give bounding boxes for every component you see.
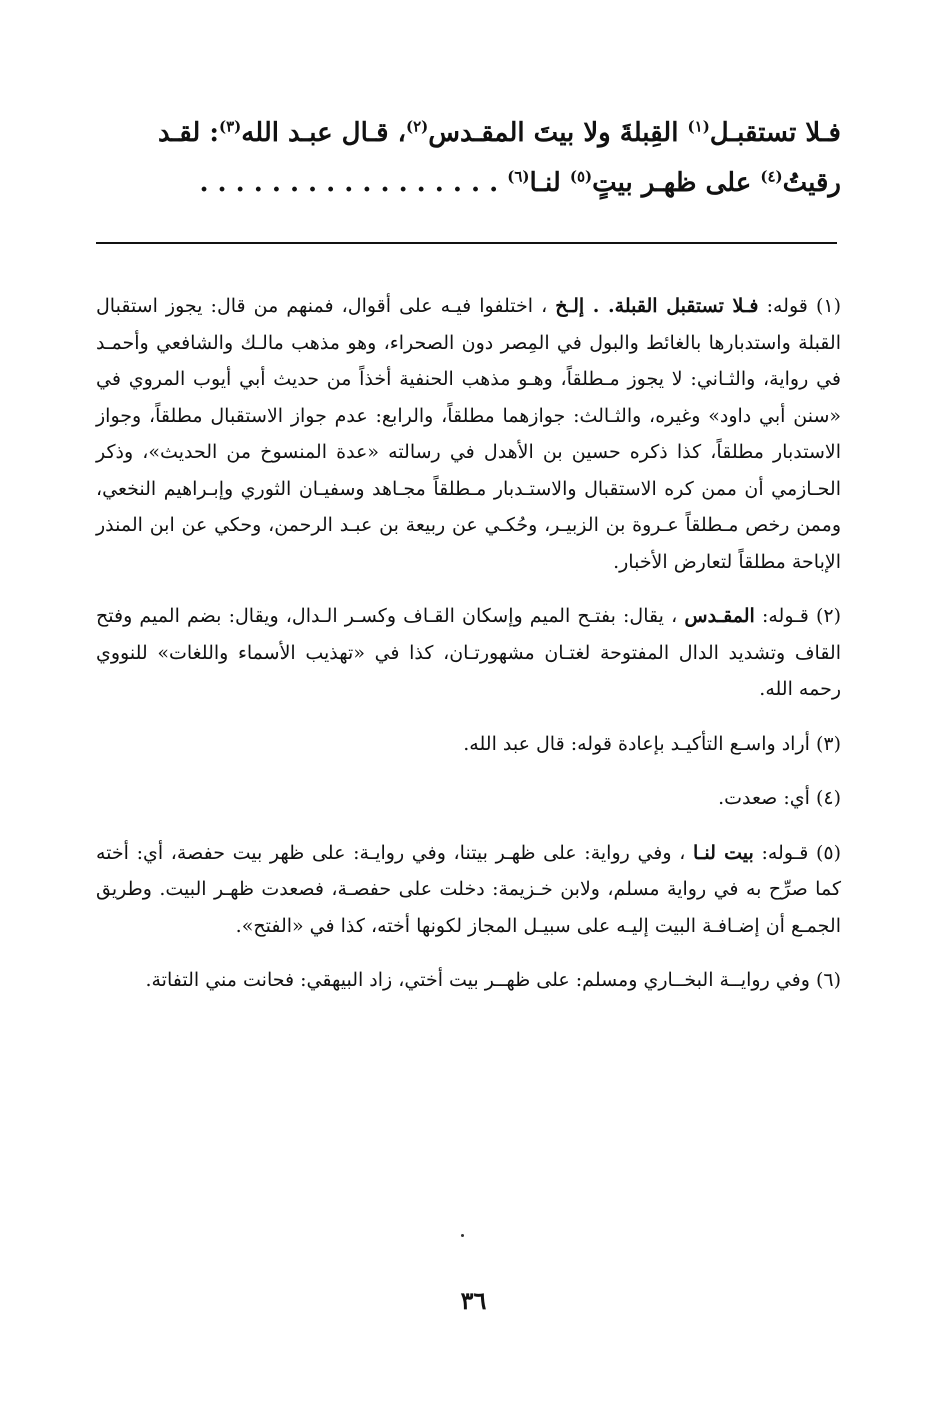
- main-text-line-2: [96, 158, 841, 208]
- main-text-segment: ، قـال عبـد الله: [241, 118, 406, 148]
- footnote-5: [96, 835, 841, 945]
- footnote-1: [96, 288, 841, 580]
- footnote-text: ، اختلفوا فيـه على أقوال، فمنهم من قال: يجوز استقبال القبلة واستدبارها بالغائط والبول في المِصر دون الصحراء، وهو مذهب مالـك والشافعي وأحمـد في رواية، والثـاني: لا يجوز مـطلقاً، وهـو مذهب الحنفية أخذاً من حديث أبي أيوب المروي في «سنن أبي داود» وغيره، والثـالث: جوازهما مطلقاً، والرابع: عدم جواز الاستقبال مطلقاً، وجواز الاستدبار مطلقاً، كذا ذكره حسين بن الأهدل في رسالته «عدة المنسوخ من الحديث»، وذكر الحـازمي أن ممن كره الاستقبال والاستـدبار مـطلقاً مجـاهد وسفيـان الثوري وإبـراهيم النخعي، وممن رخص مـطلقاً عـروة بن الزبيـر، وحُكـي عن ربيعة بن عبـد الرحمن، وحكي عن ابن المنذر الإباحة مطلقاً لتعارض الأخبار.: [96, 295, 841, 573]
- footnote-text: ، يقال: بفتـح الميم وإسكان القـاف وكسـر الـدال، ويقال: بضم الميم وفتح القاف وتشديد الدال المفتوحة لغتـان مشهورتـان، كذا في «تهذيب الأسماء واللغات» للنووي رحمه الله.: [96, 605, 841, 700]
- footnote-6: [96, 962, 841, 999]
- footnote-ref-5: (٥): [569, 167, 593, 186]
- footnote-3: [96, 726, 841, 763]
- footnote-ref-6: (٦): [507, 167, 530, 186]
- main-text-segment: : لقـد: [157, 118, 219, 148]
- main-text-segment: لنـا: [529, 168, 570, 198]
- footnote-ref-4: (٤): [760, 167, 783, 186]
- footnote-ref-3: (٣): [218, 117, 242, 136]
- footnote-number: (١): [815, 295, 841, 317]
- main-text-block: [96, 108, 841, 208]
- footnote-text: أي: صعدت.: [718, 787, 816, 809]
- main-text-segment: القِبلةَ ولا بيتَ المقـدس: [428, 118, 688, 148]
- footnote-quoted-term: المقـدس: [684, 605, 755, 627]
- print-speck: [461, 1234, 464, 1237]
- main-text-segment: فـلا تستقبـل: [709, 118, 841, 148]
- footnote-separator: [96, 242, 837, 244]
- footnote-quoted-term: بيت لنـا: [693, 841, 754, 864]
- main-text-segment: على ظهـر بيتٍ: [592, 168, 761, 198]
- footnote-2: [96, 598, 841, 708]
- footnote-text: ، وفي رواية: على ظهـر بيتنا، وفي روايـة: على ظهر بيت حفصة، أي: أخته كما صرِّح به في رواية مسلم، ولابن خـزيمة: دخلت على حفصـة، فصعدت ظهـر البيت. وطريق الجمـع أن إضـافـة البيت إليـه على سبيـل المجاز لكونها أخته، كذا في «الفتح».: [96, 841, 841, 937]
- main-text-segment: رقيتُ: [782, 168, 841, 198]
- footnote-number: (٢): [815, 605, 842, 627]
- ellipsis-dots: . . . . . . . . . . . . . . . . .: [199, 168, 499, 198]
- footnote-ref-1: (١): [687, 117, 710, 136]
- footnote-4: [96, 780, 841, 817]
- footnotes-section: [96, 288, 841, 1017]
- footnote-number: (٥): [815, 841, 842, 864]
- footnote-ref-2: (٢): [406, 117, 429, 136]
- page-number: ٣٦: [460, 1286, 487, 1315]
- footnote-lead: قوله:: [758, 295, 816, 317]
- footnote-number: (٦): [815, 969, 841, 991]
- footnote-text: أراد واسـع التأكيـد بإعادة قوله: قال عبد الله.: [463, 732, 816, 755]
- footnote-quoted-term: فـلا تستقبل القبلة. . إلـخ: [555, 295, 759, 317]
- footnote-number: (٤): [815, 787, 841, 809]
- main-text-line-1: [96, 108, 841, 158]
- footnote-number: (٣): [815, 732, 841, 755]
- footnote-text: وفي روايــة البخــاري ومسلم: على ظهــر بيت أختي، زاد البيهقي: فحانت مني التفاتة.: [145, 969, 816, 991]
- footnote-lead: قـوله:: [754, 605, 816, 627]
- footnote-lead: قـوله:: [753, 841, 816, 864]
